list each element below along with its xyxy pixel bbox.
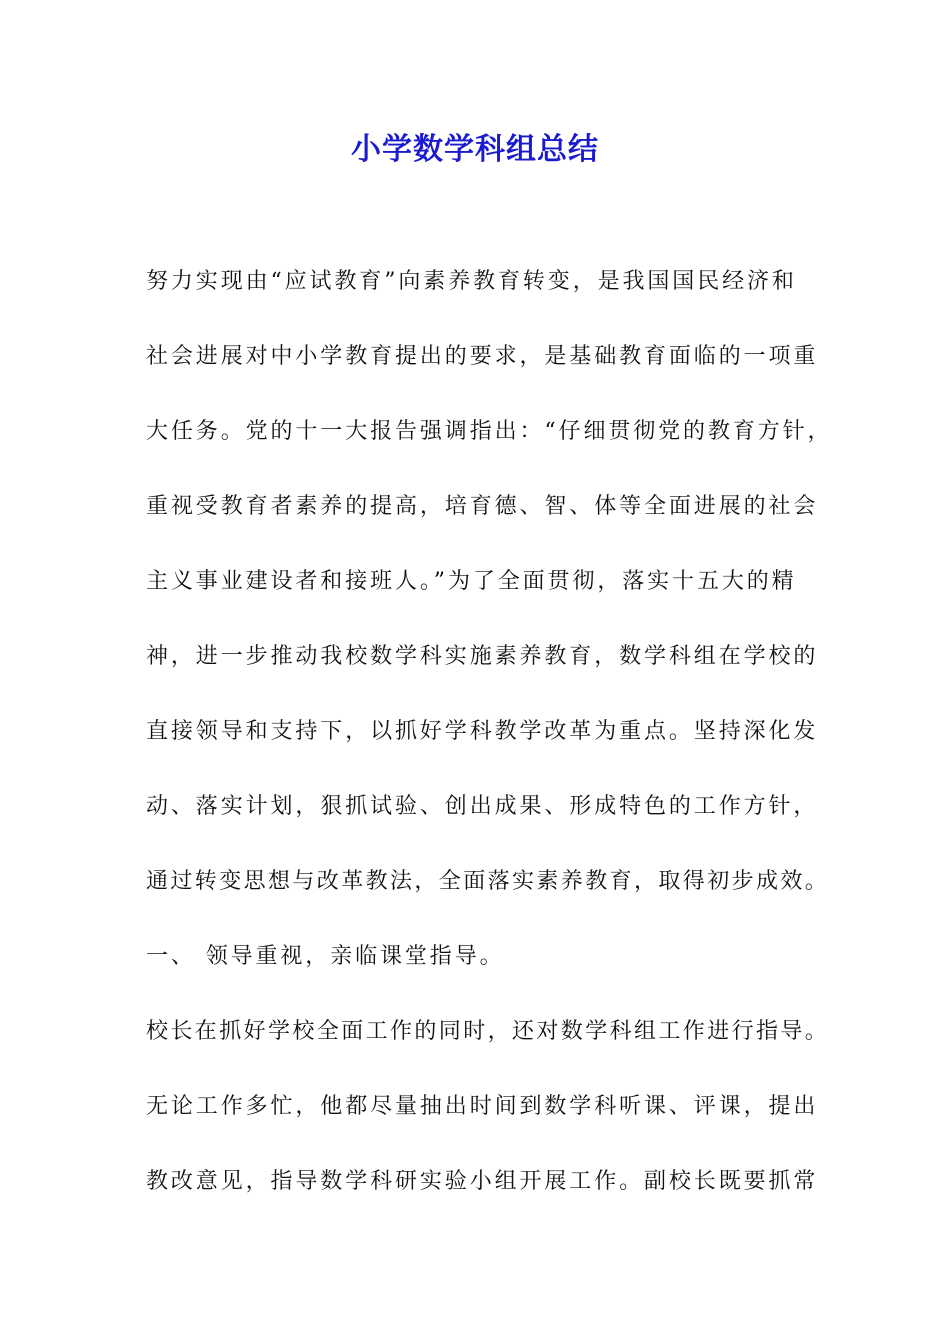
body-line: 通过转变思想与改革教法，全面落实素养教育，取得初步成效。 xyxy=(146,869,830,894)
body-line: 无论工作多忙，他都尽量抽出时间到数学科听课、评课，提出 xyxy=(146,1094,819,1119)
body-line: 社会进展对中小学教育提出的要求，是基础教育面临的一项重 xyxy=(146,344,819,369)
body-line: 努力实现由“应试教育”向素养教育转变，是我国国民经济和 xyxy=(146,269,797,294)
document-title: 小学数学科组总结 xyxy=(351,132,599,167)
body-line: 教改意见，指导数学科研实验小组开展工作。副校长既要抓常 xyxy=(146,1169,819,1194)
body-line: 校长在抓好学校全面工作的同时，还对数学科组工作进行指导。 xyxy=(146,1019,830,1044)
body-line: 重视受教育者素养的提高，培育德、智、体等全面进展的社会 xyxy=(146,494,819,519)
body-line: 动、落实计划，狠抓试验、创出成果、形成特色的工作方针， xyxy=(146,794,819,819)
body-line: 主义事业建设者和接班人。”为了全面贯彻，落实十五大的精 xyxy=(146,569,797,594)
section-heading: 一、 领导重视，亲临课堂指导。 xyxy=(146,944,505,969)
body-line: 神，进一步推动我校数学科实施素养教育，数学科组在学校的 xyxy=(146,644,819,669)
body-line: 直接领导和支持下，以抓好学科教学改革为重点。坚持深化发 xyxy=(146,719,819,744)
body-line: 大任务。党的十一大报告强调指出：“仔细贯彻党的教育方针， xyxy=(146,419,833,444)
